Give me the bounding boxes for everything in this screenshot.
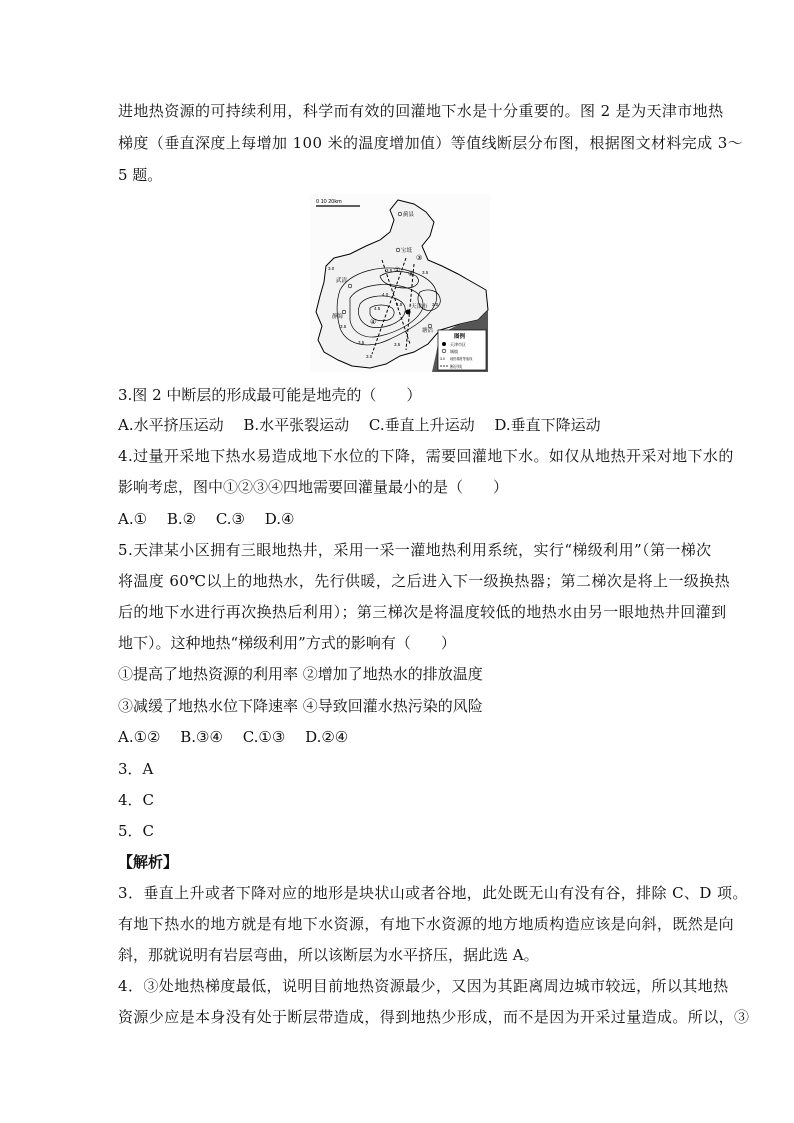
question-5-choice-1: ①提高了地热资源的利用率 ②增加了地热水的排放温度: [118, 665, 483, 683]
question-4-stem-line-2: 影响考虑，图中①②③④四地需要回灌量最小的是（ ）: [118, 478, 509, 496]
question-5-stem-line-1: 5.天津某小区拥有三眼地热井，采用一采一灌地热利用系统，实行“梯级利用”（第一梯次: [118, 541, 712, 559]
contour-label: 3.0: [366, 354, 373, 359]
tianjin-geothermal-map: [310, 194, 490, 372]
answer-4: 4．C: [118, 791, 155, 809]
analysis-3-line-3: 斜，那就说明有岩层弯曲，所以该断层为水平挤压，据此选 A。: [118, 946, 539, 964]
intro-line-1: 进地热资源的可持续利用，科学而有效的回灌地下水是十分重要的。图 2 是为天津市地热: [118, 102, 724, 120]
question-3-options: A.水平挤压运动 B.水平张裂运动 C.垂直上升运动 D.垂直下降运动: [118, 416, 601, 434]
question-4-options: A.① B.② C.③ D.④: [118, 510, 295, 528]
answer-3: 3．A: [118, 760, 154, 778]
legend-item-town: 城镇: [450, 349, 458, 354]
marker-2: ②: [408, 270, 415, 278]
contour-label: 4.0: [382, 292, 389, 297]
contour-label: 3.5: [340, 324, 347, 329]
legend-item-city: 天津市区: [450, 342, 466, 347]
contour-label: 3.5: [422, 270, 429, 275]
marker-1: ①: [394, 266, 401, 274]
intro-line-2: 梯度（垂直深度上每增加 100 米的温度增加值）等值线断层分布图，根据图文材料完成 3～: [118, 134, 744, 152]
contour-label: 3.5: [394, 342, 401, 347]
question-5-options: A.①② B.③④ C.①③ D.②④: [118, 728, 349, 746]
legend-item-fault: 断层线: [450, 364, 462, 369]
analysis-heading: 【解析】: [118, 853, 179, 871]
legend-title: 图例: [454, 334, 466, 340]
answer-5: 5．C: [118, 822, 155, 840]
analysis-3-line-1: 3．垂直上升或者下降对应的地形是块状山或者谷地，此处既无山有没有谷，排除 C、D 项。: [118, 884, 748, 902]
contour-label: 4.5: [396, 302, 403, 307]
marker-3: ③: [416, 254, 423, 262]
contour-label: 3.0: [432, 302, 439, 307]
question-5-stem-line-2: 将温度 60℃以上的地热水，先行供暖，之后进入下一级换热器；第二梯次是将上一级换热: [118, 572, 731, 590]
marker-4: ④: [370, 318, 377, 326]
analysis-4-line-2: 资源少应是本身没有处于断层带造成，得到地热少形成，而不是因为开采过量造成。所以，③: [118, 1008, 750, 1026]
contour-label: 3.0: [328, 266, 335, 271]
place-tianjin-city: 天津市: [411, 304, 428, 310]
contour-label: 4.5: [374, 306, 381, 311]
place-jinghai: 静海: [332, 314, 344, 320]
place-wuqing: 武清: [336, 278, 348, 284]
analysis-3-line-2: 有地下热水的地方就是有地下水资源，有地下水资源的地方地质构造应该是向斜，既然是向: [118, 915, 735, 933]
place-jixian: 蓟县: [403, 212, 415, 218]
contour-label: 3.5: [386, 268, 393, 273]
place-tanggu: 塘沽: [422, 328, 434, 334]
contour-label: 3.5: [358, 340, 365, 345]
map-legend: [438, 330, 486, 370]
scale-label: 0 10 20km: [316, 199, 342, 205]
question-5-stem-line-3: 后的地下水进行再次换热后利用）；第三梯次是将温度较低的地热水由另一眼地热井回灌到: [118, 603, 727, 621]
analysis-4-line-1: 4．③处地热梯度最低，说明目前地热资源最少，又因为其距离周边城市较远，所以其地热: [118, 977, 729, 995]
question-3-stem: 3.图 2 中断层的形成最可能是地壳的（ ）: [118, 386, 422, 404]
place-baodi: 宝坻: [401, 248, 413, 254]
intro-line-3: 5 题。: [118, 166, 163, 184]
legend-item-contour: 地热梯度等值线: [450, 357, 473, 361]
legend-contour-sample: 3.0: [440, 357, 445, 361]
question-5-choice-2: ③减缓了地热水位下降速率 ④导致回灌水热污染的风险: [118, 697, 483, 715]
question-4-stem-line-1: 4.过量开采地下热水易造成地下水位的下降，需要回灌地下水。如仅从地热开采对地下水的: [118, 447, 734, 465]
question-5-stem-line-4: 地下）。这种地热“梯级利用”方式的影响有（ ）: [118, 634, 456, 652]
